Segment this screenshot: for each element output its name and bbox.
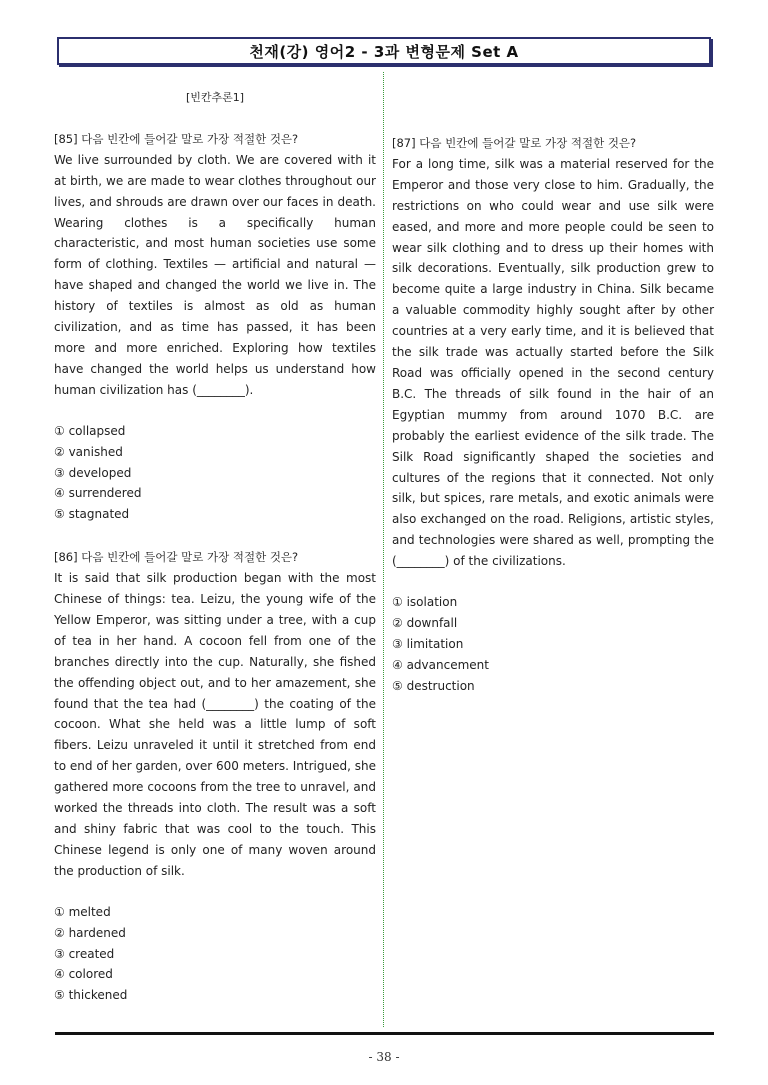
page-number: - 38 - bbox=[368, 1050, 400, 1064]
page-title: 천재(강) 영어2 - 3과 변형문제 Set A bbox=[249, 42, 519, 61]
question-86-passage: It is said that silk production began with the most Chinese of things: tea. Leizu, the young wife of the Yellow Emperor, was sitting under a tree, with a cup of tea in her hand. A cocoon fell from one of the branches directly into the cup. Naturally, she fished the offending object out, and to her amazement, she found that the tea had (________) the coating of the cocoon. What she held was a little lump of soft fibers. Leizu unraveled it until it stretched from end to end of her garden, over 600 meters. Intrigued, she gathered more cocoons from the tree to unravel, and worked the threads into cloth. The result was a soft and shiny fabric that was cool to the touch. This Chinese legend is only one of many woven around the production of silk. bbox=[54, 571, 376, 878]
option: ② hardened bbox=[54, 925, 126, 940]
option: ⑤ stagnated bbox=[54, 507, 130, 522]
option: ② vanished bbox=[54, 444, 123, 459]
left-column bbox=[54, 88, 376, 1028]
option: ③ limitation bbox=[392, 636, 464, 651]
option: ③ developed bbox=[54, 465, 132, 480]
option: ④ surrendered bbox=[54, 486, 142, 501]
header-title-box bbox=[57, 37, 711, 65]
option: ① collapsed bbox=[54, 423, 126, 438]
question-87-options bbox=[392, 592, 714, 697]
option: ① melted bbox=[54, 904, 111, 919]
question-86-head: [86] 다음 빈칸에 들어갈 말로 가장 적절한 것은? bbox=[54, 550, 299, 565]
option: ④ colored bbox=[54, 967, 113, 982]
question-87-passage: For a long time, silk was a material reserved for the Emperor and those very close to him. Gradually, the restrictions on who could wear and use silk were eased, and more and more people could be seen to wear silk clothing and to dress up their homes with silk decorations. Eventually, silk production grew to become quite a large industry in China. Silk became a valuable commodity highly sought after by other countries at a very early time, and it is believed that the silk trade was actually started before the Silk Road was officially opened in the second century B.C. The threads of silk found in the hair of an Egyptian mummy from around 1070 B.C. are probably the earliest evidence of the silk trade. The Silk Road significantly shaped the societies and cultures of the regions that it connected. Not only silk, but spices, rare metals, and exotic animals were also exchanged on the road. Religions, artistic styles, and technologies were shared as well, prompting the (________) of the civilizations. bbox=[392, 156, 714, 569]
option: ③ created bbox=[54, 946, 115, 961]
option: ⑤ thickened bbox=[54, 988, 128, 1003]
question-86-options bbox=[54, 902, 376, 1007]
right-column bbox=[392, 133, 714, 719]
option: ⑤ destruction bbox=[392, 678, 475, 693]
option: ② downfall bbox=[392, 615, 458, 630]
question-85-options bbox=[54, 421, 376, 526]
question-87-head: [87] 다음 빈칸에 들어갈 말로 가장 적절한 것은? bbox=[392, 136, 637, 150]
question-85-head: [85] 다음 빈칸에 들어갈 말로 가장 적절한 것은? bbox=[54, 131, 299, 146]
option: ④ advancement bbox=[392, 657, 489, 672]
section-label: [빈칸추론1] bbox=[185, 91, 245, 104]
footer-rule bbox=[55, 1032, 714, 1035]
question-85-passage: We live surrounded by cloth. We are covered with it at birth, we are made to wear clothes throughout our lives, and shrouds are drawn over our faces in death. Wearing clothes is a specifically human characteristic, and most human societies use some form of clothing. Textiles — artificial and natural — have shaped and changed the world we live in. The history of textiles is almost as old as human civilization, and as time has passed, it has been more and more enriched. Exploring how textiles have changed the world helps us understand how human civilization has (________). bbox=[54, 152, 376, 397]
column-divider bbox=[383, 72, 384, 1027]
option: ① isolation bbox=[392, 595, 458, 610]
